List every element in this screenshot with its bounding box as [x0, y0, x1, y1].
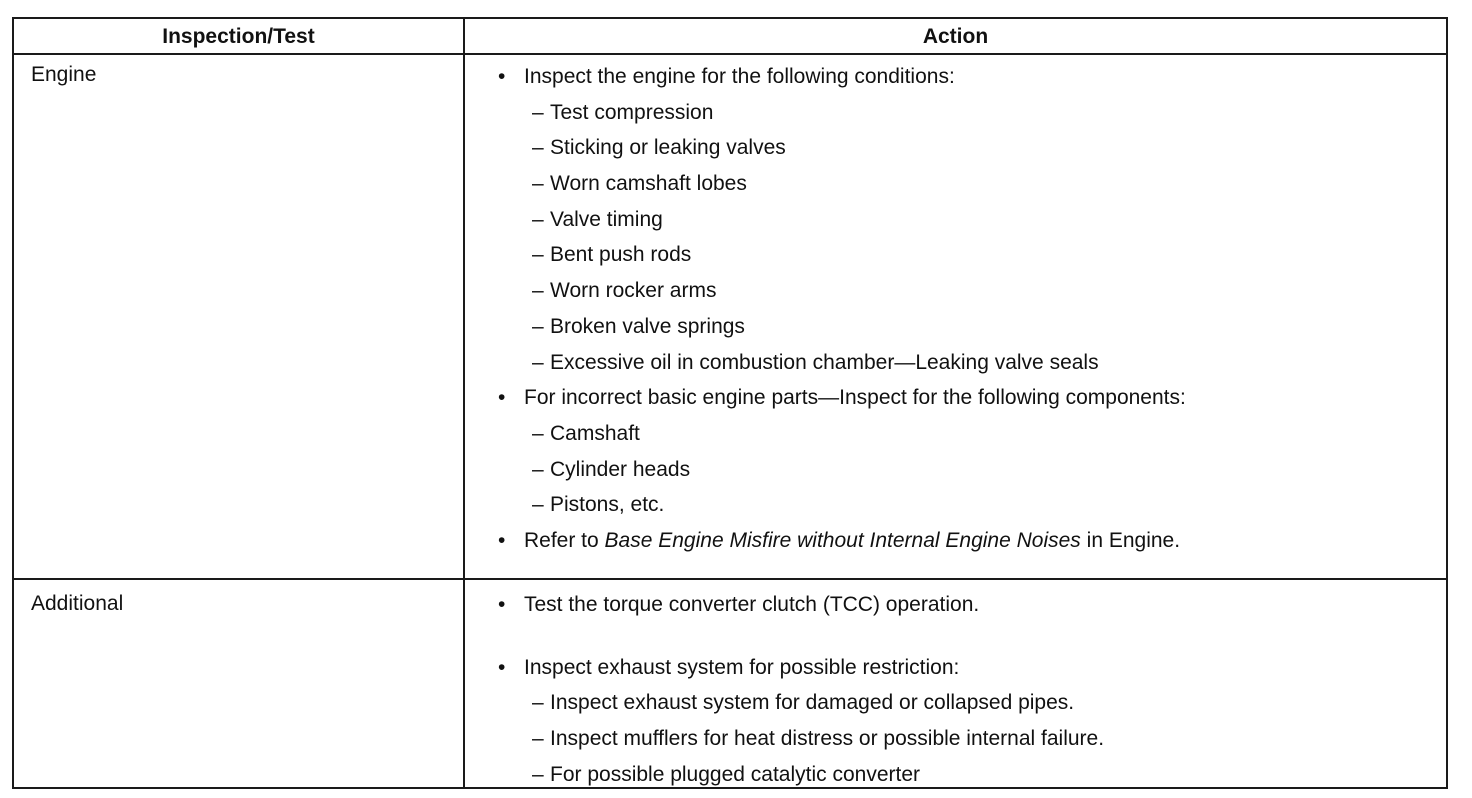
list-item: – Worn rocker arms [532, 279, 717, 303]
header-inspection-test: Inspection/Test [162, 25, 315, 48]
list-item: – Test compression [532, 100, 714, 124]
additional-actions [498, 593, 1436, 798]
list-item: • Refer to Base Engine Misfire without Internal Engine Noises in Engine. [498, 528, 1181, 552]
list-item: – Inspect mufflers for heat distress or possible internal failure. [532, 727, 1105, 751]
header-action: Action [922, 25, 989, 48]
row-divider [14, 578, 1446, 580]
list-item: • Inspect the engine for the following conditions: [498, 65, 955, 88]
list-item: • Inspect exhaust system for possible restriction: [498, 655, 960, 679]
row-label-additional: Additional [31, 592, 124, 615]
list-item: – Broken valve springs [532, 314, 745, 338]
list-item: – Sticking or leaking valves [532, 136, 786, 160]
engine-actions [498, 65, 1436, 565]
list-item: – Valve timing [532, 207, 663, 231]
list-item: • Test the torque converter clutch (TCC) operation. [498, 593, 980, 616]
list-item: – Inspect exhaust system for damaged or collapsed pipes. [532, 691, 1075, 715]
row-label-engine: Engine [31, 63, 97, 86]
list-item: – Cylinder heads [532, 457, 691, 481]
diagnostic-table [12, 17, 1448, 789]
list-item: – Pistons, etc. [532, 493, 665, 517]
list-item: – Camshaft [532, 421, 640, 445]
list-item: – Bent push rods [532, 243, 692, 267]
header-divider [14, 53, 1446, 55]
list-item: – Excessive oil in combustion chamber—Leaking valve seals [532, 350, 1099, 374]
reference-title: Base Engine Misfire without Internal Engine Noises [604, 528, 1081, 552]
list-item: – For possible plugged catalytic converter [532, 762, 921, 786]
column-divider [463, 19, 465, 787]
list-item: • For incorrect basic engine parts—Inspect for the following components: [498, 386, 1186, 410]
list-item: – Worn camshaft lobes [532, 172, 747, 196]
